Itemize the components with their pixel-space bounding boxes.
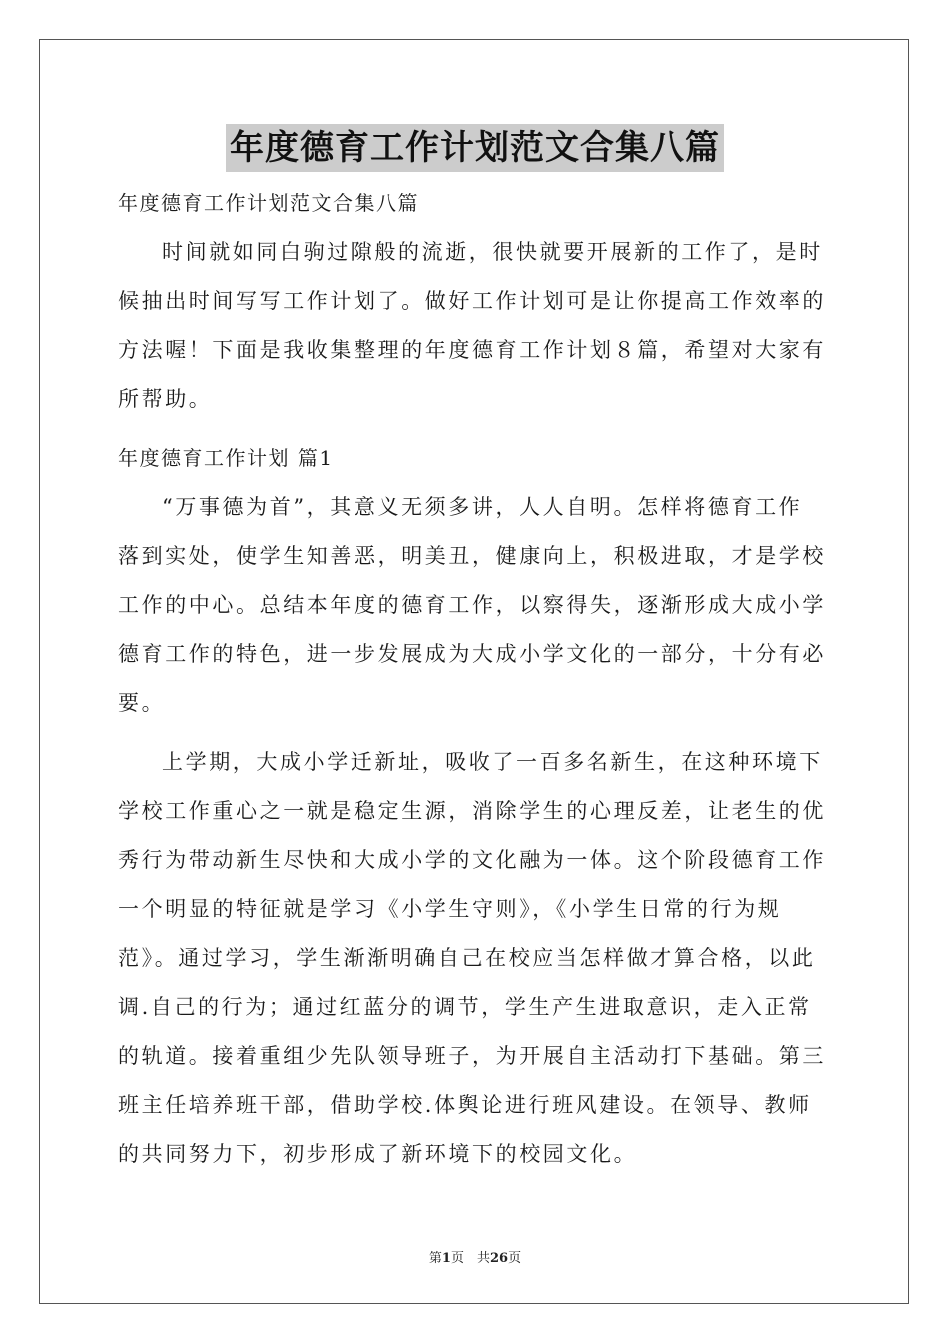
paragraph-line: 范》。通过学习，学生渐渐明确自己在校应当怎样做才算合格，以此 [118, 946, 816, 970]
paragraph-line: 要。 [118, 691, 166, 715]
page-footer [0, 1247, 950, 1266]
document-title: 年度德育工作计划范文合集八篇 [226, 124, 724, 172]
document-subtitle: 年度德育工作计划范文合集八篇 [118, 191, 419, 215]
paragraph-2 [118, 738, 832, 1179]
page-suffix: 页 [508, 1251, 522, 1266]
page-prefix: 第 [428, 1251, 442, 1266]
intro-paragraph [118, 228, 832, 424]
paragraph-line: 的共同努力下，初步形成了新环境下的校园文化。 [118, 1142, 638, 1166]
paragraph-line: 一个明显的特征就是学习《小学生守则》，《小学生日常的行为规 [118, 897, 782, 921]
paragraph-line: 上学期，大成小学迁新址，吸收了一百多名新生，在这种环境下 [162, 750, 823, 774]
paragraph-1 [118, 483, 832, 728]
title-container [0, 124, 950, 172]
paragraph-line: 方法喔！下面是我收集整理的年度德育工作计划８篇，希望对大家有 [118, 338, 826, 362]
section-heading: 年度德育工作计划 篇1 [118, 446, 334, 470]
paragraph-line: 落到实处，使学生知善恶，明美丑，健康向上，积极进取，才是学校 [118, 544, 826, 568]
page-total: 26 [489, 1251, 509, 1266]
paragraph-line: 班主任培养班干部，借助学校.体舆论进行班风建设。在领导、教师 [118, 1093, 812, 1117]
paragraph-line: 所帮助。 [118, 387, 213, 411]
page-mid: 页 共 [450, 1251, 490, 1266]
paragraph-line: 学校工作重心之一就是稳定生源，消除学生的心理反差，让老生的优 [118, 799, 826, 823]
paragraph-line: 德育工作的特色，进一步发展成为大成小学文化的一部分，十分有必 [118, 642, 826, 666]
paragraph-line: 工作的中心。总结本年度的德育工作，以察得失，逐渐形成大成小学 [118, 593, 826, 617]
paragraph-line: “万事德为首”，其意义无须多讲，人人自明。怎样将德育工作 [162, 495, 803, 519]
paragraph-line: 候抽出时间写写工作计划了。做好工作计划可是让你提高工作效率的 [118, 289, 826, 313]
paragraph-line: 调.自己的行为；通过红蓝分的调节，学生产生进取意识，走入正常 [118, 995, 812, 1019]
paragraph-line: 的轨道。接着重组少先队领导班子，为开展自主活动打下基础。第三 [118, 1044, 826, 1068]
page-current: 1 [441, 1251, 451, 1266]
document-body [118, 179, 832, 1189]
paragraph-line: 秀行为带动新生尽快和大成小学的文化融为一体。这个阶段德育工作 [118, 848, 826, 872]
paragraph-line: 时间就如同白驹过隙般的流逝，很快就要开展新的工作了，是时 [162, 240, 823, 264]
